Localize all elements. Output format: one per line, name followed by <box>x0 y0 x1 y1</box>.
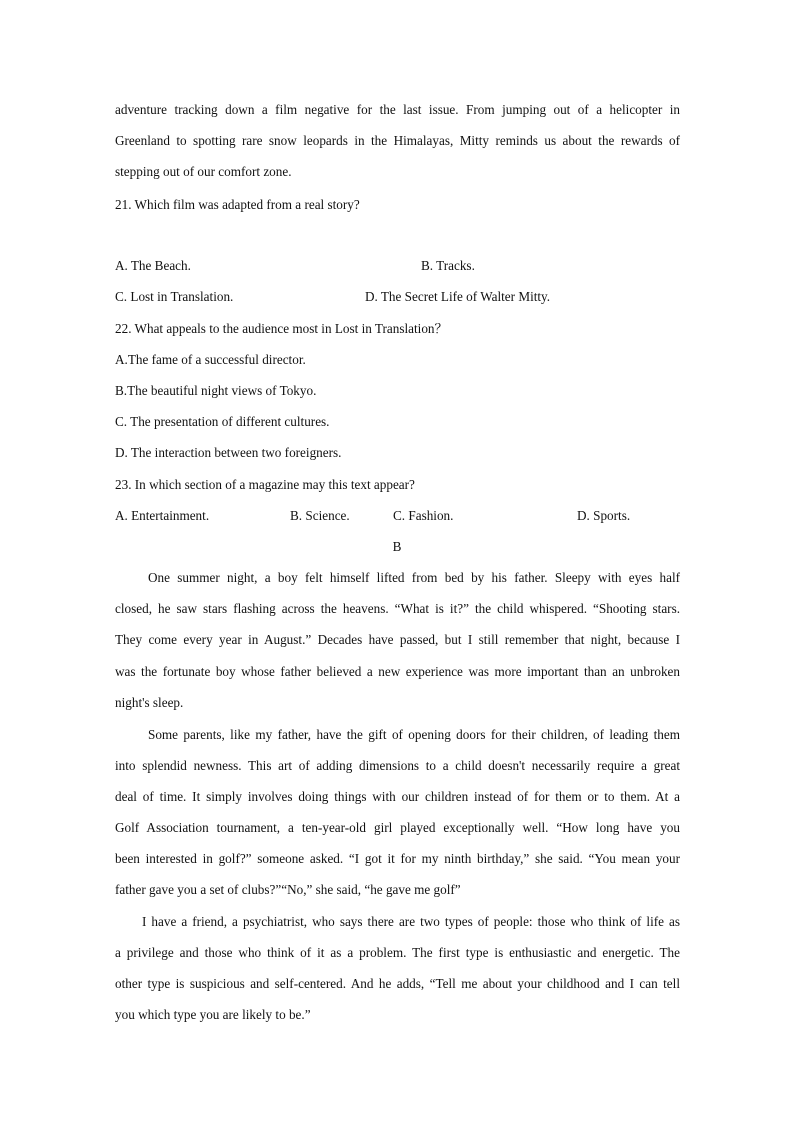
passage-b-p3-line-1: I have a friend, a psychiatrist, who says there are two types of people: those who think of life as <box>142 914 680 929</box>
passage-b-p3-line-4: you which type you are likely to be.” <box>115 1007 311 1022</box>
question-23-option-a: A. Entertainment. <box>115 508 210 523</box>
question-21-stem: 21. Which film was adapted from a real story? <box>115 197 360 212</box>
passage-a-line-2: Greenland to spotting rare snow leopards in the Himalayas, Mitty reminds us about the rewards of <box>115 133 680 148</box>
question-22-option-d: D. The interaction between two foreigners. <box>115 445 342 460</box>
passage-b-p2-line-5: been interested in golf?” someone asked. “I got it for my ninth birthday,” she said. “You mean your <box>115 851 680 866</box>
passage-b-p2-line-2: into splendid newness. This art of adding dimensions to a child doesn't necessarily require a great <box>115 758 680 773</box>
question-23-option-b: B. Science. <box>290 508 350 523</box>
passage-b-p2-line-1: Some parents, like my father, have the gift of opening doors for their children, of leading them <box>148 727 680 742</box>
question-21-option-a: A. The Beach. <box>115 258 191 273</box>
passage-b-p1-line-3: They come every year in August.” Decades have passed, but I still remember that night, because I <box>115 632 680 647</box>
section-b-heading: B <box>392 539 402 554</box>
question-22-stem: 22. What appeals to the audience most in Lost in Translation？ <box>115 321 448 336</box>
passage-a-line-3: stepping out of our comfort zone. <box>115 164 292 179</box>
passage-b-p2-line-3: deal of time. It simply involves doing things with our children instead of for them or to them. At a <box>115 789 680 804</box>
question-22-option-b: B.The beautiful night views of Tokyo. <box>115 383 317 398</box>
passage-b-p2-line-6: father gave you a set of clubs?”“No,” she said, “he gave me golf” <box>115 882 461 897</box>
question-23-option-c: C. Fashion. <box>393 508 454 523</box>
question-23-option-d: D. Sports. <box>577 508 631 523</box>
question-21-option-c: C. Lost in Translation. <box>115 289 234 304</box>
passage-b-p1-line-5: night's sleep. <box>115 695 184 710</box>
passage-b-p2-line-4: Golf Association tournament, a ten-year-old girl played exceptionally well. “How long have you <box>115 820 680 835</box>
passage-a-line-1: adventure tracking down a film negative for the last issue. From jumping out of a helicopter in <box>115 102 680 117</box>
question-21-option-d: D. The Secret Life of Walter Mitty. <box>365 289 551 304</box>
passage-b-p1-line-2: closed, he saw stars flashing across the heavens. “What is it?” the child whispered. “Shooting stars. <box>115 601 680 616</box>
question-23-stem: 23. In which section of a magazine may this text appear? <box>115 477 415 492</box>
passage-b-p3-line-3: other type is suspicious and self-centered. And he adds, “Tell me about your childhood and I can tell <box>115 976 680 991</box>
question-22-option-c: C. The presentation of different cultures. <box>115 414 330 429</box>
passage-b-p1-line-4: was the fortunate boy whose father believed a new experience was more important than an unbroken <box>115 664 680 679</box>
question-21-option-b: B. Tracks. <box>421 258 475 273</box>
question-22-option-a: A.The fame of a successful director. <box>115 352 306 367</box>
passage-b-p3-line-2: a privilege and those who think of it as a problem. The first type is enthusiastic and energetic. The <box>115 945 680 960</box>
passage-b-p1-line-1: One summer night, a boy felt himself lifted from bed by his father. Sleepy with eyes half <box>148 570 680 585</box>
